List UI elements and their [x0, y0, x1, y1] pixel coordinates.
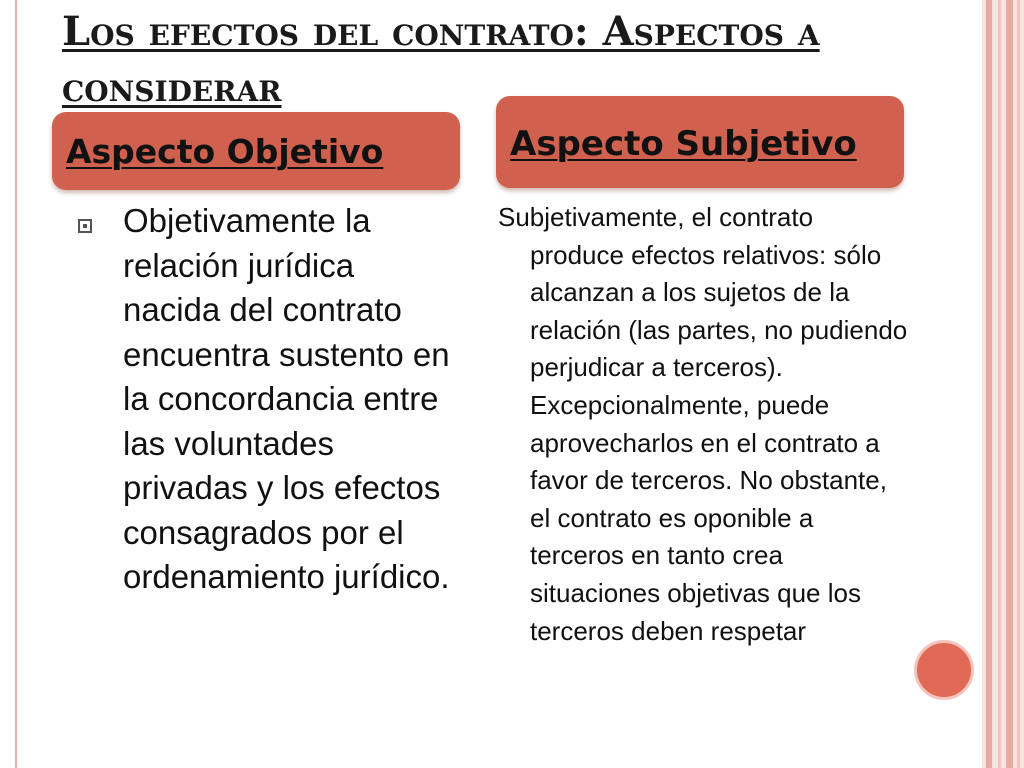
slide-title: Los efectos del contrato: Aspectos a considerar	[62, 8, 820, 111]
border-stripe	[986, 0, 992, 768]
border-stripe	[998, 0, 1001, 768]
right-decorative-border	[982, 0, 1024, 768]
square-bullet-icon	[78, 219, 92, 233]
border-stripe	[1006, 0, 1013, 768]
subjective-heading-box	[496, 96, 904, 188]
objective-heading: Aspecto Objetivo	[66, 132, 384, 171]
border-stripe	[1017, 0, 1020, 768]
decorative-circle-icon	[914, 640, 974, 700]
objective-text: Objetivamente la relación jurídica nacida del contrato encuentra sustento en la concordancia entre las voluntades privadas y los efectos consagrados por el ordenamiento jurídico.	[123, 202, 450, 595]
subjective-heading: Aspecto Subjetivo	[510, 124, 857, 164]
left-decorative-border	[0, 0, 17, 768]
objective-heading-box	[52, 112, 460, 190]
subjective-text: Subjetivamente, el contrato produce efectos relativos: sólo alcanzan a los sujetos de la relación (las partes, no pudiendo perjudicar a terceros). Excepcionalmente, puede aprovecharlos en el contrato a favor de terceros. No obstante, el contrato es oponible a terceros en tanto crea situaciones objetivas que los terceros deben respetar	[498, 202, 908, 646]
